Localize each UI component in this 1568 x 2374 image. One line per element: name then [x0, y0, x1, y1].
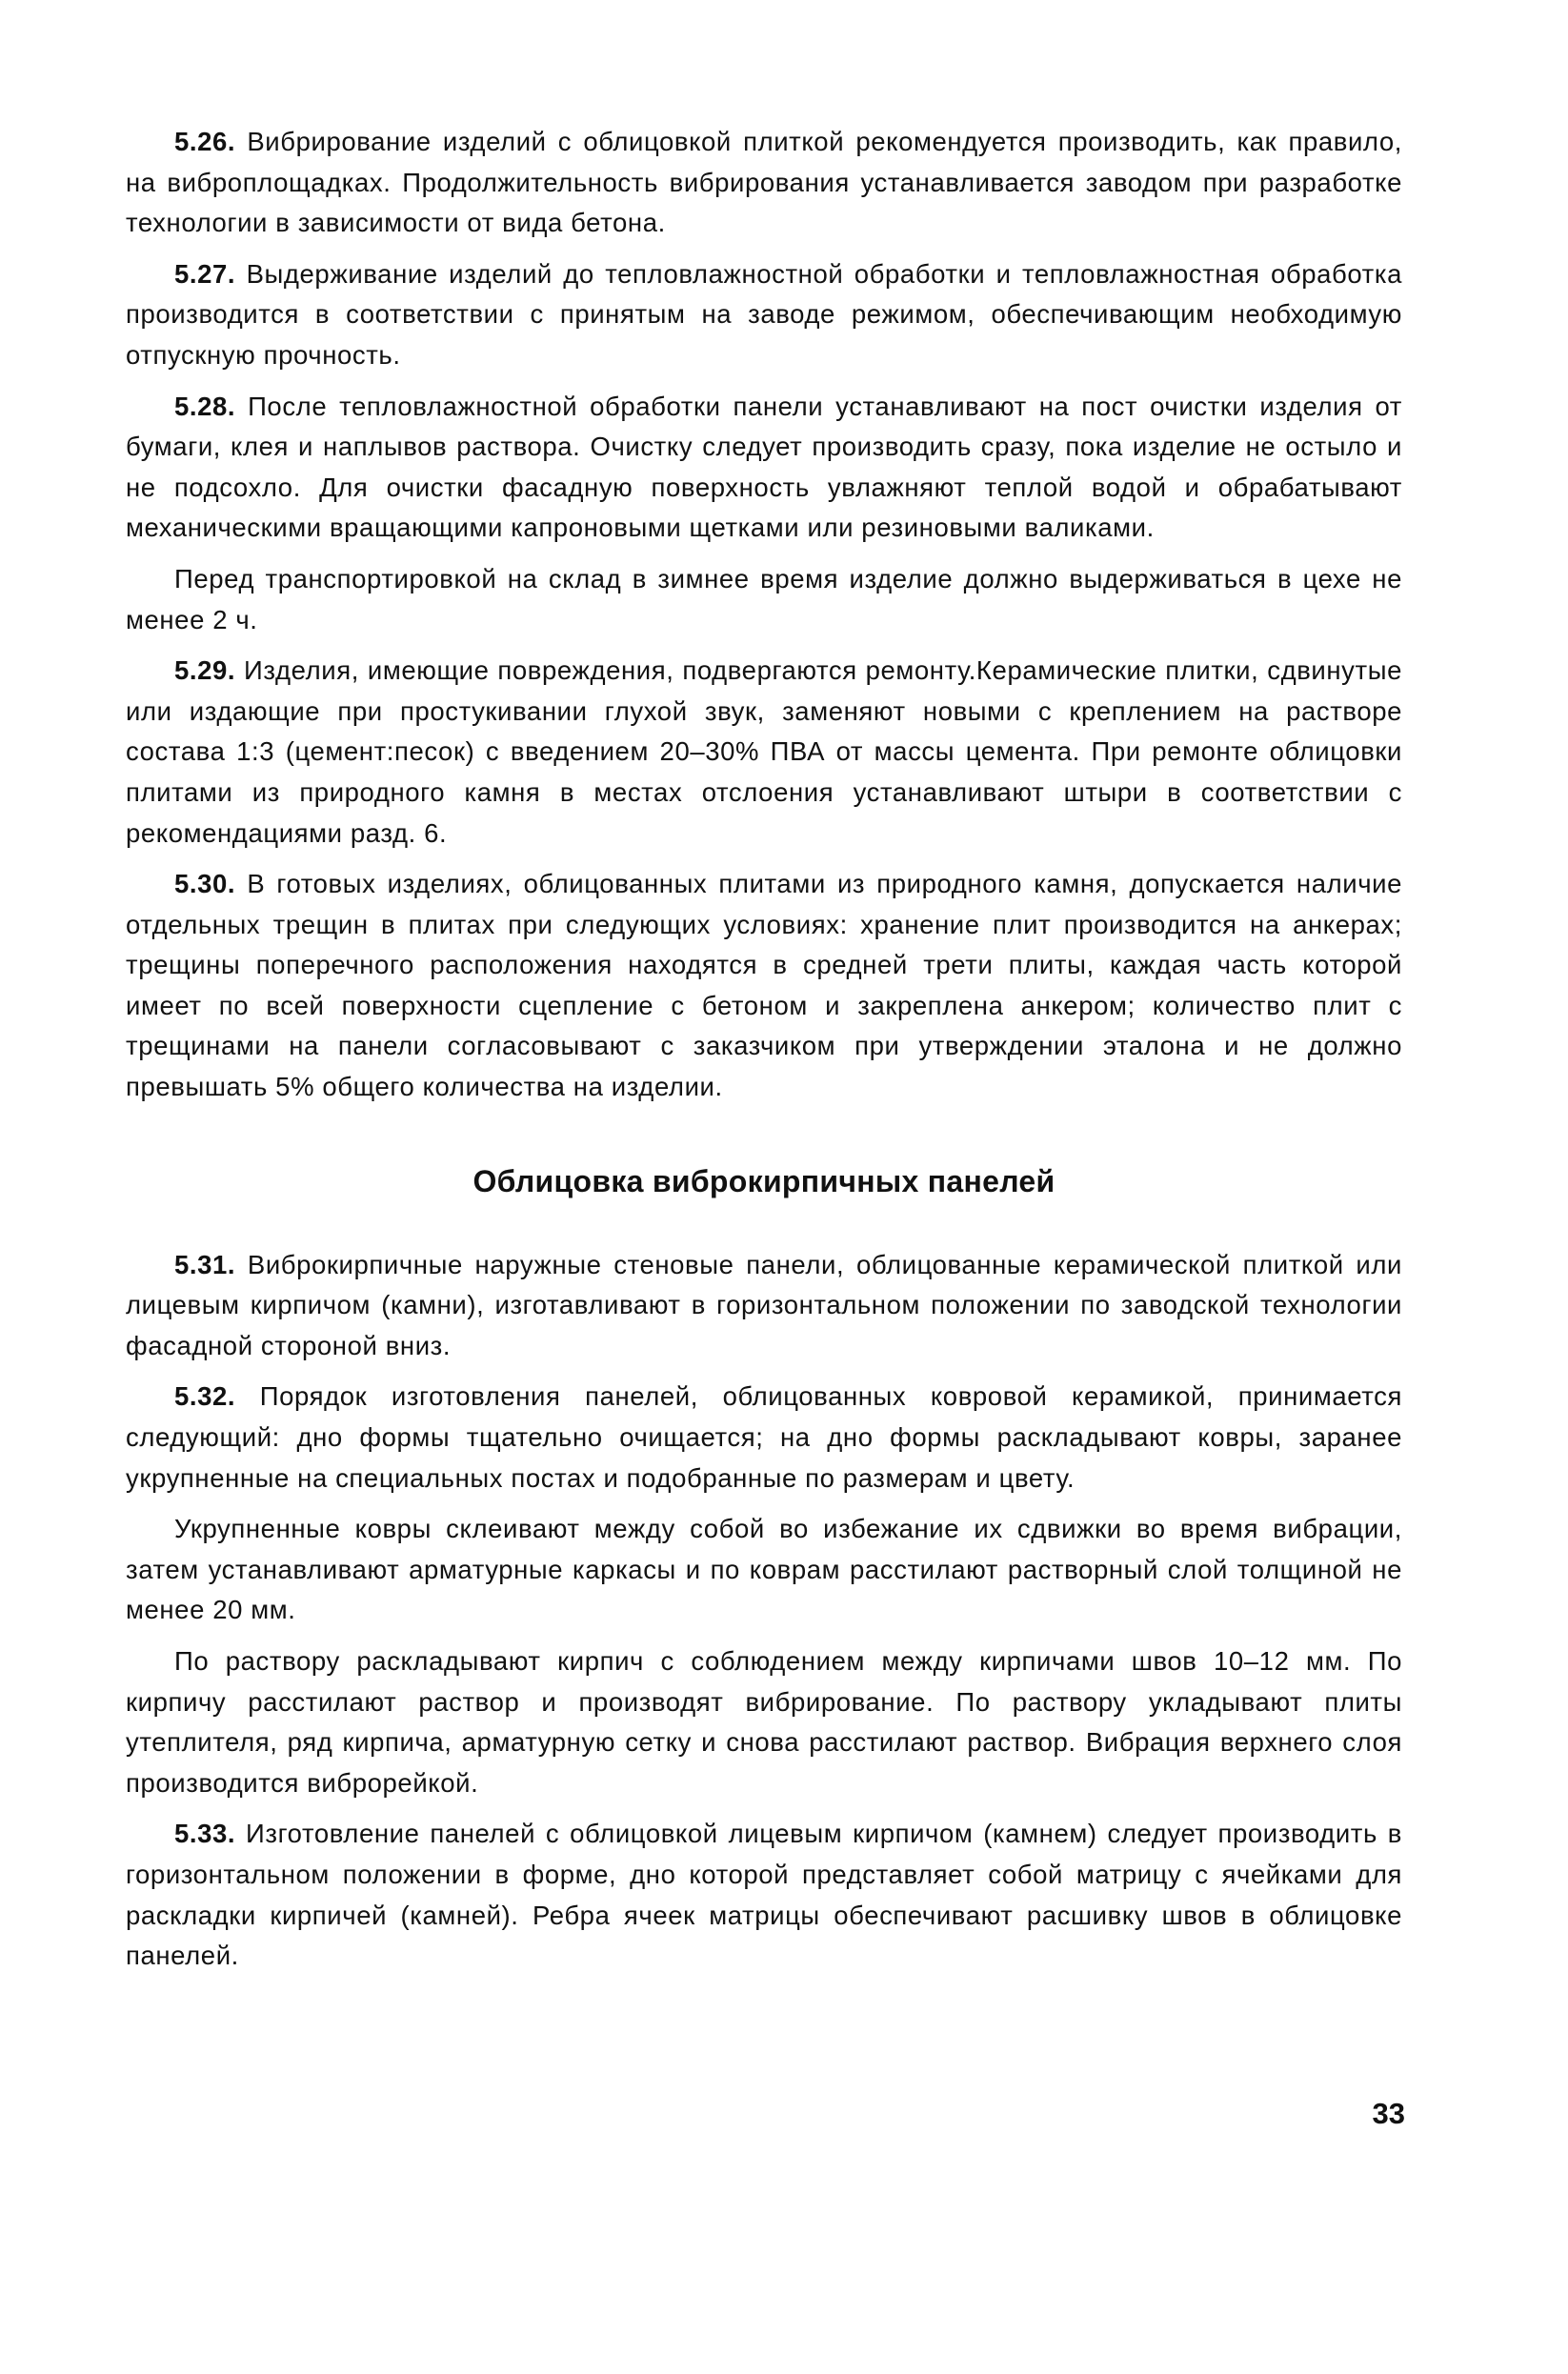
clause-number: 5.33.: [174, 1819, 236, 1849]
clause-number: 5.30.: [174, 869, 236, 899]
clause-number: 5.27.: [174, 258, 236, 289]
document-page: [126, 122, 1402, 1977]
paragraph-5-33: [126, 1814, 1402, 1976]
paragraph-text: В готовых изделиях, облицованных плитами из природного камня, допускается наличие отдельных трещин в плитах при следующих условиях: хранение плит производится на анкерах; трещины поперечного расположения находятся в средней трети плиты, каждая часть которой имеет по всей поверхности сцепление с бетоном и закреплена анкером; количество плит с трещинами на панели согласовывают с заказчиком при утверждении эталона и не должно превышать 5% общего количества на изделии.: [126, 869, 1402, 1102]
section-title: Облицовка виброкирпичных панелей: [472, 1163, 1055, 1198]
paragraph-text: Виброкирпичные наружные стеновые панели, облицованные керамической плиткой или лицевым кирпичом (камни), изготавливают в горизонтальном положении по заводской технологии фасадной стороной вниз.: [126, 1249, 1402, 1360]
paragraph-5-26: [126, 122, 1402, 244]
paragraph-5-32: [126, 1377, 1402, 1499]
paragraph-text: Изделия, имеющие повреждения, подвергаются ремонту.Керамические плитки, сдвинутые или издающие при простукивании глухой звук, заменяют новыми с креплением на растворе состава 1:3 (цемент:песок) с введением 20–30% ПВА от массы цемента. При ремонте облицовки плитами из природного камня в местах отслоения устанавливают штыри в соответствии с рекомендациями разд. 6.: [126, 655, 1402, 848]
clause-number: 5.32.: [174, 1381, 236, 1412]
page-number: 33: [1372, 2097, 1405, 2130]
paragraph-5-27: [126, 254, 1402, 376]
clause-number: 5.28.: [174, 391, 236, 421]
paragraph-5-32-continued-2: [126, 1641, 1402, 1803]
paragraph-5-28-continued: [126, 559, 1402, 640]
paragraph-text: Порядок изготовления панелей, облицованных ковровой керамикой, принимается следующий: дно формы тщательно очищается; на дно формы раскладывают ковры, заранее укрупненные на специальных постах и подобранные по размерам и цвету.: [126, 1381, 1402, 1493]
paragraph-5-29: [126, 651, 1402, 854]
paragraph-5-30: [126, 864, 1402, 1108]
paragraph-5-32-continued-1: [126, 1509, 1402, 1631]
clause-number: 5.31.: [174, 1249, 236, 1279]
paragraph-5-28: [126, 387, 1402, 549]
paragraph-text: После тепловлажностной обработки панели устанавливают на пост очистки изделия от бумаги, клея и наплывов раствора. Очистку следует производить сразу, пока изделие не остыло и не подсохло. Для очистки фасадную поверхность увлажняют теплой водой и обрабатывают механическими вращающими капроновыми щетками или резиновыми валиками.: [126, 391, 1402, 543]
paragraph-text: Перед транспортировкой на склад в зимнее время изделие должно выдерживаться в цехе не менее 2 ч.: [126, 563, 1402, 634]
clause-number: 5.26.: [174, 127, 236, 156]
paragraph-text: Вибрирование изделий с облицовкой плиткой рекомендуется производить, как правило, на виброплощадках. Продолжительность вибрирования устанавливается заводом при разработке технологии в зависимости от вида бетона.: [126, 127, 1402, 238]
paragraph-text: Укрупненные ковры склеивают между собой во избежание их сдвижки во время вибрации, затем устанавливают арматурные каркасы и по коврам расстилают растворный слой толщиной не менее 20 мм.: [126, 1514, 1402, 1625]
paragraph-text: Выдерживание изделий до тепловлажностной обработки и тепловлажностная обработка производится в соответствии с принятым на заводе режимом, обеспечивающим необходимую отпускную прочность.: [126, 258, 1402, 370]
paragraph-text: По раствору раскладывают кирпич с соблюдением между кирпичами швов 10–12 мм. По кирпичу расстилают раствор и производят вибрирование. По раствору укладывают плиты утеплителя, ряд кирпича, арматурную сетку и снова расстилают раствор. Вибрация верхнего слоя производится виброрейкой.: [126, 1646, 1402, 1798]
paragraph-5-31: [126, 1245, 1402, 1367]
clause-number: 5.29.: [174, 655, 236, 686]
paragraph-text: Изготовление панелей с облицовкой лицевым кирпичом (камнем) следует производить в горизонтальном положении в форме, дно которой представляет собой матрицу с ячейками для раскладки кирпичей (камней). Ребра ячеек матрицы обеспечивают расшивку швов в облицовке панелей.: [126, 1819, 1402, 1971]
